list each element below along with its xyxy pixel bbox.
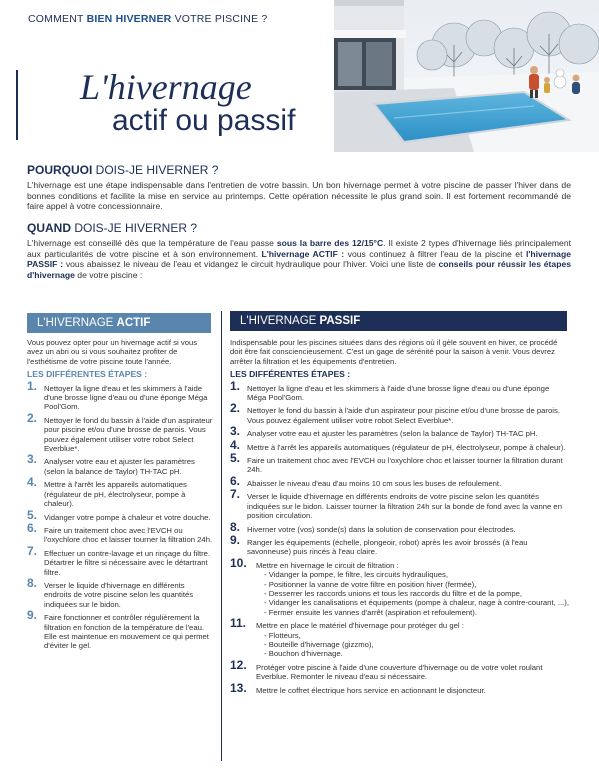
quand-heading-bold: QUAND (27, 221, 71, 235)
step-number: 9. (230, 532, 241, 547)
title-rule (16, 70, 18, 140)
actif-head-pre: L'HIVERNAGE (37, 317, 117, 329)
actif-head-bold: ACTIF (116, 317, 151, 329)
step-number: 2. (27, 410, 38, 425)
quand-b3: l'hivernage PASSIF : (27, 248, 571, 270)
step-item (230, 451, 570, 475)
passif-head-bold: PASSIF (319, 315, 361, 327)
step-number: 5. (27, 507, 38, 522)
step-text: Faire un traitement choc avec l'EVCH ou l'oxychlore choc et laisser tourner la filtration durant 24h. (247, 456, 563, 475)
step-item (230, 424, 570, 439)
step-item (27, 520, 213, 545)
step-item (27, 452, 213, 476)
actif-steps-list (27, 378, 213, 651)
step-number: 7. (27, 543, 38, 558)
sub-item: - Desserrer les raccords unions et tous les raccords du filtre et de la pompe, (264, 588, 523, 598)
photo-illustration (334, 0, 599, 152)
sub-item: - Bouteille d'hivernage (gizzmo), (264, 639, 374, 649)
step-10-title: Mettre en hivernage le circuit de filtration : (256, 560, 399, 570)
step-item (230, 437, 570, 452)
step-text: Analyser votre eau et ajuster les paramètres (selon la balance de Taylor) TH-TAC pH. (247, 429, 538, 439)
step-number: 12. (230, 657, 247, 672)
step-number: 6. (27, 520, 38, 535)
kicker-post: VOTRE PISCINE ? (171, 13, 268, 25)
sub-item: - Flotteurs, (264, 630, 301, 640)
step-text: Faire fonctionner et contrôler régulièrement la filtration en fonction de la température de l'eau. Elle est maintenue en mouvement ce qui permet d'éviter le gel. (44, 613, 209, 651)
step-item (27, 378, 213, 412)
quand-t4: vous abaissez le niveau de l'eau et vidangez le circuit hydraulique pour l'hiver. Voici une liste de (63, 259, 439, 270)
quand-heading (27, 221, 197, 235)
page-title-line1: L'hivernage (80, 67, 252, 107)
step-number: 3. (230, 424, 241, 439)
step-text: Nettoyer la ligne d'eau et les skimmers à l'aide d'une brosse ligne d'eau ou d'une éponge Méga Pool'Gom. (44, 383, 208, 412)
quand-text (27, 238, 571, 280)
quand-b4: conseils pour réussir les étapes d'hivernage (27, 259, 572, 280)
step-number: 1. (230, 378, 241, 393)
quand-t3: vous continuez à filtrer l'eau de la piscine et (344, 248, 526, 259)
step-number: 1. (27, 378, 38, 393)
step-item (27, 543, 213, 577)
sub-item: - Bouchon d'hivernage. (264, 649, 343, 659)
quand-t1: L'hivernage est conseillé dès que la température de l'eau passe (27, 238, 277, 248)
kicker-bold: BIEN HIVERNER (86, 13, 172, 25)
quand-heading-rest: DOIS-JE HIVERNER ? (71, 221, 198, 235)
step-text: Analyser votre eau et ajuster les paramètres (selon la balance de Taylor) TH-TAC pH. (44, 457, 195, 476)
passif-head-pre: L'HIVERNAGE (240, 315, 320, 327)
step-text: Nettoyer le fond du bassin à l'aide d'un aspirateur pour piscine et/ou d'une brosse de parois. Vous pouvez également utiliser votre robot Select Everblue*. (247, 406, 560, 425)
step-item (27, 608, 213, 651)
step-number: 7. (230, 487, 241, 502)
passif-column-header (230, 311, 567, 331)
step-number: 5. (230, 451, 241, 466)
sub-item: - Vidanger la pompe, le filtre, les circuits hydrauliques, (264, 570, 449, 580)
step-text: Ranger les équipements (échelle, plongeoir, robot) après les avoir brossés (à l'eau savonneuse) puis rincés à l'eau claire. (247, 537, 528, 557)
step-item (230, 532, 570, 557)
step-number: 4. (27, 475, 38, 490)
step-number: 6. (230, 473, 241, 488)
step-item (230, 378, 570, 403)
actif-intro: Vous pouvez opter pour un hivernage actif si vous avez un abri ou si vous souhaitez profiter de l'esthétisme de votre piscine toute l'année. (27, 338, 198, 366)
kicker-pre: COMMENT (28, 13, 87, 25)
step-number: 9. (27, 608, 38, 623)
step-number: 2. (230, 401, 241, 416)
step-text: Vidanger votre pompe à chaleur et votre douche. (44, 512, 211, 522)
step-text: Nettoyer le fond du bassin à l'aide d'un aspirateur pour piscine et/ou d'une brosse de parois. Vous pouvez également utiliser votre robot Select Everblue*. (44, 415, 213, 454)
step-text: Abaisser le niveau d'eau d'au moins 10 cm sous les buses de refoulement. (247, 478, 502, 488)
step-text: Effectuer un contre-lavage et un rinçage du filtre. Détartrer le filtre si nécessaire avec le détartrant filtre. (44, 548, 211, 577)
passif-steps-title: LES DIFFÉRENTES ÉTAPES : (230, 369, 351, 380)
step-11-title: Mettre en place le matériel d'hivernage pour protéger du gel : (256, 621, 464, 631)
sub-item: - Positionner la vanne de votre filtre en position hiver (fermée), (264, 579, 477, 589)
step-number: 11. (230, 616, 247, 631)
step-10-items (256, 570, 570, 617)
passif-step-12 (230, 657, 570, 682)
pourquoi-heading (27, 163, 218, 177)
winter-pool-photo (334, 0, 599, 152)
pourquoi-heading-rest: DOIS-JE HIVERNER ? (92, 163, 219, 177)
step-text: Hiverner votre (vos) sonde(s) dans la solution de conservation pour électrodes. (247, 524, 516, 534)
step-item (27, 507, 213, 522)
step-text: Mettre à l'arrêt les appareils automatiques (régulateur de pH, électrolyseur, pompe à chaleur). (44, 480, 187, 509)
quand-t5: de votre piscine : (74, 269, 143, 280)
passif-step-11 (230, 616, 570, 659)
quand-t2: . Il existe 2 types d'hivernage liés principalement aux particularités de votre piscine et à son environnement. (27, 238, 571, 259)
step-text: Nettoyer la ligne d'eau et les skimmers à l'aide d'une brosse ligne d'eau ou d'une éponge Méga Pool'Gom. (247, 383, 550, 403)
sub-item: - Vidanger les canalisations et équipements (pompe à chaleur, nage à contre-courant, ...), (264, 598, 569, 608)
step-number: 10. (230, 555, 247, 570)
quand-b2: L'hivernage ACTIF : (261, 248, 345, 259)
actif-steps-title: LES DIFFÉRENTES ÉTAPES : (27, 369, 148, 380)
actif-column (27, 338, 213, 655)
step-13-text: Mettre le coffret électrique hors service en actionnant le disjoncteur. (256, 685, 486, 695)
passif-steps-list (230, 378, 570, 557)
pourquoi-heading-bold: POURQUOI (27, 163, 93, 177)
quand-b1: sous la barre des 12/15°C (276, 238, 384, 248)
pourquoi-text: L'hivernage est une étape indispensable dans l'entretien de votre bassin. Un bon hivernage permet à votre piscine de passer l'hiver dans de bonnes conditions et facilite la mise en service au printemps. Cette opération nécessite le plus grand soin. Il est fortement recommandé de faire appel à votre concessionnaire. (27, 180, 571, 212)
step-item (27, 475, 213, 509)
step-12-text: Protéger votre piscine à l'aide d'une couverture d'hivernage ou de votre volet roulant Everblue. Remonter le niveau d'eau si nécessaire. (256, 662, 543, 682)
step-item (230, 473, 570, 488)
actif-column-header (27, 313, 211, 333)
sub-item: - Fermer ensuite les vannes d'arrêt (aspiration et refoulement). (264, 607, 477, 617)
step-text: Verser le liquide d'hivernage en différents endroits de votre piscine selon les quantités indiquées sur le bidon. Laisser tourner la filtration 24h sur la bonde de fond avec la vanne en position circulation. (247, 492, 562, 521)
step-item (230, 487, 570, 521)
step-text: Faire un traitement choc avec l'EVCH ou l'oxychlore choc et laisser tourner la filtration 24h. (44, 525, 213, 545)
header-kicker (28, 13, 267, 25)
step-number: 8. (27, 575, 38, 590)
step-item (230, 519, 570, 534)
step-11-items (256, 631, 570, 659)
passif-intro: Indispensable pour les piscines situées dans des régions où il gèle souvent en hiver, ce procédé doit être fait consciencieusement. C'est un gage de sérénité pour la saison à venir. Vous devrez arrêter la filtration et les équipements d'entretien. (230, 338, 558, 366)
passif-step-10 (230, 555, 570, 617)
step-number: 3. (27, 452, 38, 467)
column-divider (221, 311, 222, 761)
step-text: Verser le liquide d'hivernage en différents endroits de votre piscine selon les quantités indiquées sur le bidon. (44, 580, 194, 609)
step-text: Mettre à l'arrêt les appareils automatiques (régulateur de pH, électrolyseur, pompe à chaleur). (247, 442, 566, 452)
step-item (27, 575, 213, 609)
page-title-line2: actif ou passif (112, 104, 296, 137)
step-item (230, 401, 570, 425)
step-number: 8. (230, 519, 241, 534)
passif-column (230, 338, 570, 699)
step-item (27, 410, 213, 454)
passif-step-13 (230, 680, 570, 695)
step-number: 4. (230, 437, 241, 452)
step-number: 13. (230, 680, 247, 695)
